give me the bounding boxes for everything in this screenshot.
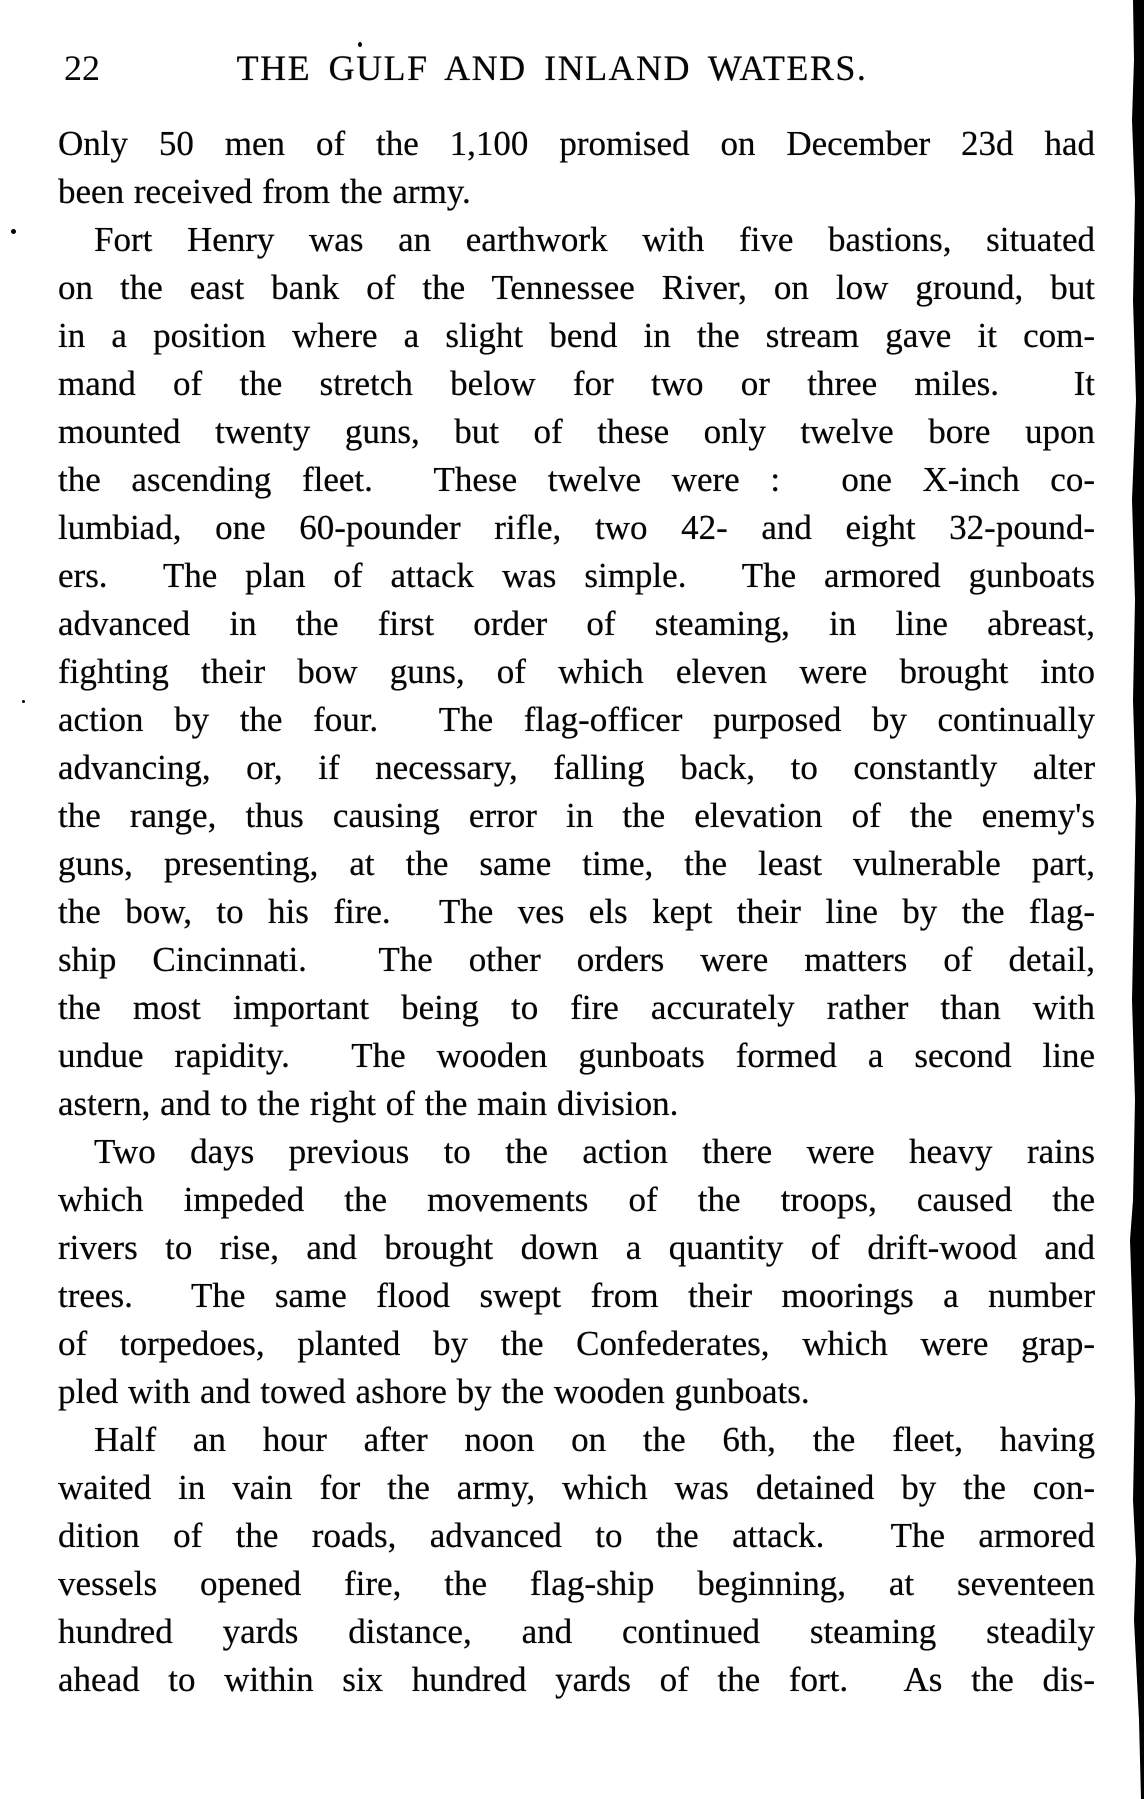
- text-line: rivers to rise, and brought down a quantity of drift-wood and: [58, 1228, 1095, 1267]
- text-line: guns, presenting, at the same time, the least vulnerable part,: [58, 844, 1095, 883]
- text-line: mounted twenty guns, but of these only twelve bore upon: [58, 412, 1095, 451]
- text-line: trees. The same flood swept from their moorings a number: [58, 1276, 1095, 1315]
- text-line: action by the four. The flag-officer purposed by continually: [58, 700, 1095, 739]
- page-number: 22: [64, 48, 100, 88]
- text-line: fighting their bow guns, of which eleven were brought into: [58, 652, 1095, 691]
- text-line: the most important being to fire accurately rather than with: [58, 988, 1095, 1027]
- page-body: [58, 120, 1095, 1704]
- text-line: hundred yards distance, and continued steaming steadily: [58, 1612, 1095, 1651]
- text-line: undue rapidity. The wooden gunboats formed a second line: [58, 1036, 1095, 1075]
- text-line: Fort Henry was an earthwork with five bastions, situated: [94, 220, 1095, 259]
- text-line: on the east bank of the Tennessee River, on low ground, but: [58, 268, 1095, 307]
- page-header: [0, 46, 1144, 90]
- text-line: which impeded the movements of the troops, caused the: [58, 1180, 1095, 1219]
- text-line: dition of the roads, advanced to the attack. The armored: [58, 1516, 1095, 1555]
- scan-speck: [22, 700, 25, 703]
- running-head: THE GULF AND INLAND WATERS.: [236, 48, 868, 88]
- scan-edge-artifact: [1128, 0, 1144, 1799]
- text-line: the bow, to his fire. The ves els kept their line by the flag-: [58, 892, 1095, 931]
- text-line: of torpedoes, planted by the Confederates, which were grap-: [58, 1324, 1095, 1363]
- text-line: the ascending fleet. These twelve were : one X-inch co-: [58, 460, 1095, 499]
- text-line: Only 50 men of the 1,100 promised on December 23d had: [58, 124, 1095, 163]
- text-line: advanced in the first order of steaming, in line abreast,: [58, 604, 1095, 643]
- scan-speck: [11, 229, 16, 234]
- text-line: astern, and to the right of the main division.: [58, 1084, 679, 1123]
- text-line: mand of the stretch below for two or three miles. It: [58, 364, 1095, 403]
- text-line: advancing, or, if necessary, falling back, to constantly alter: [58, 748, 1095, 787]
- text-line: Half an hour after noon on the 6th, the fleet, having: [94, 1420, 1095, 1459]
- text-line: in a position where a slight bend in the stream gave it com-: [58, 316, 1095, 355]
- text-line: waited in vain for the army, which was detained by the con-: [58, 1468, 1095, 1507]
- text-line: lumbiad, one 60-pounder rifle, two 42- and eight 32-pound-: [58, 508, 1095, 547]
- text-line: ahead to within six hundred yards of the fort. As the dis-: [58, 1660, 1095, 1699]
- text-line: ship Cincinnati. The other orders were matters of detail,: [58, 940, 1095, 979]
- text-line: been received from the army.: [58, 172, 471, 211]
- text-line: ers. The plan of attack was simple. The armored gunboats: [58, 556, 1095, 595]
- text-line: the range, thus causing error in the elevation of the enemy's: [58, 796, 1095, 835]
- text-line: Two days previous to the action there were heavy rains: [94, 1132, 1095, 1171]
- text-line: vessels opened fire, the flag-ship beginning, at seventeen: [58, 1564, 1095, 1603]
- text-line: pled with and towed ashore by the wooden gunboats.: [58, 1372, 810, 1411]
- scan-speck: [358, 42, 362, 47]
